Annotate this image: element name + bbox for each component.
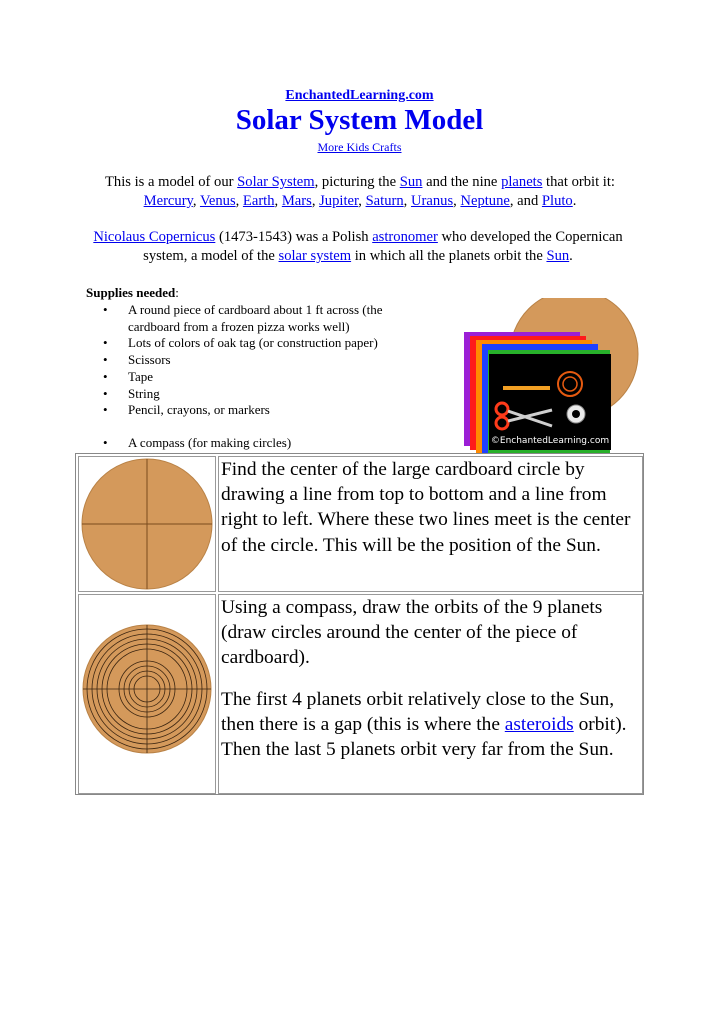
step-1-text: Find the center of the large cardboard circle by drawing a line from top to bottom and a line from right to left. Where these two lines meet is the center of the circle. This will be the position of the Sun. (221, 459, 631, 556)
copernicus-text: who developed the Copernican system, a model of the (143, 229, 623, 264)
step-2-detail (219, 687, 642, 763)
planets-link[interactable]: planets (501, 174, 543, 190)
more-kids-crafts-link[interactable]: More Kids Crafts (317, 140, 402, 154)
venus-link[interactable]: Venus (199, 193, 236, 209)
separator: , (358, 193, 366, 209)
earth-link[interactable]: Earth (242, 193, 275, 209)
step-1-image-cell (78, 456, 216, 592)
enchanted-learning-link[interactable]: EnchantedLearning.com (285, 88, 434, 103)
sun-link[interactable]: Sun (399, 174, 423, 190)
list-item: • A compass (for making circles) (86, 435, 426, 452)
step-2-image-cell (78, 594, 216, 794)
separator: , (403, 193, 411, 209)
separator: , and (509, 193, 542, 209)
cardboard-orbits-image (79, 595, 215, 793)
site-link (0, 88, 719, 104)
period: . (569, 248, 573, 264)
period: . (572, 193, 577, 209)
mars-link[interactable]: Mars (281, 193, 312, 209)
more-crafts (0, 140, 719, 155)
asteroids-link[interactable]: asteroids (504, 713, 574, 735)
separator: , (311, 193, 320, 209)
separator: , (274, 193, 282, 209)
uranus-link[interactable]: Uranus (410, 193, 454, 209)
image-watermark: ©EnchantedLearning.com (490, 436, 610, 446)
supplies-heading-label: Supplies needed (86, 285, 176, 300)
supplies-list (86, 302, 426, 452)
intro-text: This is a model of our (105, 174, 238, 190)
supplies-heading (86, 285, 179, 301)
step-2-text: Using a compass, draw the orbits of the 9 planets (draw circles around the center of the piece of cardboard). (221, 597, 603, 669)
intro-text: that orbit it: (542, 174, 615, 190)
list-item: • Tape (86, 369, 426, 386)
solar-system-link[interactable]: Solar System (237, 174, 315, 190)
jupiter-link[interactable]: Jupiter (319, 193, 359, 209)
page-title: Solar System Model (235, 104, 484, 136)
intro-text: , picturing the (314, 174, 400, 190)
neptune-link[interactable]: Neptune (460, 193, 510, 209)
sun-link-2[interactable]: Sun (546, 248, 570, 264)
list-item: • Pencil, crayons, or markers (86, 402, 426, 419)
astronomer-link[interactable]: astronomer (372, 229, 438, 245)
copernicus-paragraph (88, 228, 628, 266)
copernicus-text: in which all the planets orbit the (351, 248, 547, 264)
list-item: • String (86, 386, 426, 403)
tape-icon (572, 410, 580, 418)
step-2-text-cell (218, 594, 643, 794)
copernicus-text: (1473-1543) was a Polish (215, 229, 373, 245)
colon: : (175, 285, 179, 300)
step-2-detail-text: The first 4 planets orbit relatively close to the Sun, then there is a gap (this is where the (221, 688, 615, 735)
intro-paragraph (80, 173, 640, 211)
step-2-detail-text: orbit). Then the last 5 planets orbit very far from the Sun. (221, 713, 627, 761)
separator: , (453, 193, 461, 209)
craft-supplies-image (462, 298, 640, 454)
step-1-text-cell (218, 456, 643, 592)
list-item: • A round piece of cardboard about 1 ft across (the cardboard from a frozen pizza works well) (86, 302, 426, 335)
cardboard-crosshair-image (79, 457, 215, 591)
pluto-link[interactable]: Pluto (541, 193, 573, 209)
mercury-link[interactable]: Mercury (143, 193, 193, 209)
separator: , (235, 193, 243, 209)
saturn-link[interactable]: Saturn (365, 193, 404, 209)
solar-system-link-2[interactable]: solar system (278, 248, 352, 264)
separator: , (192, 193, 200, 209)
copernicus-link[interactable]: Nicolaus Copernicus (93, 229, 216, 245)
list-item: • Lots of colors of oak tag (or construction paper) (86, 335, 426, 352)
steps-table (75, 453, 644, 795)
list-item: • Scissors (86, 352, 426, 369)
intro-text: and the nine (422, 174, 502, 190)
